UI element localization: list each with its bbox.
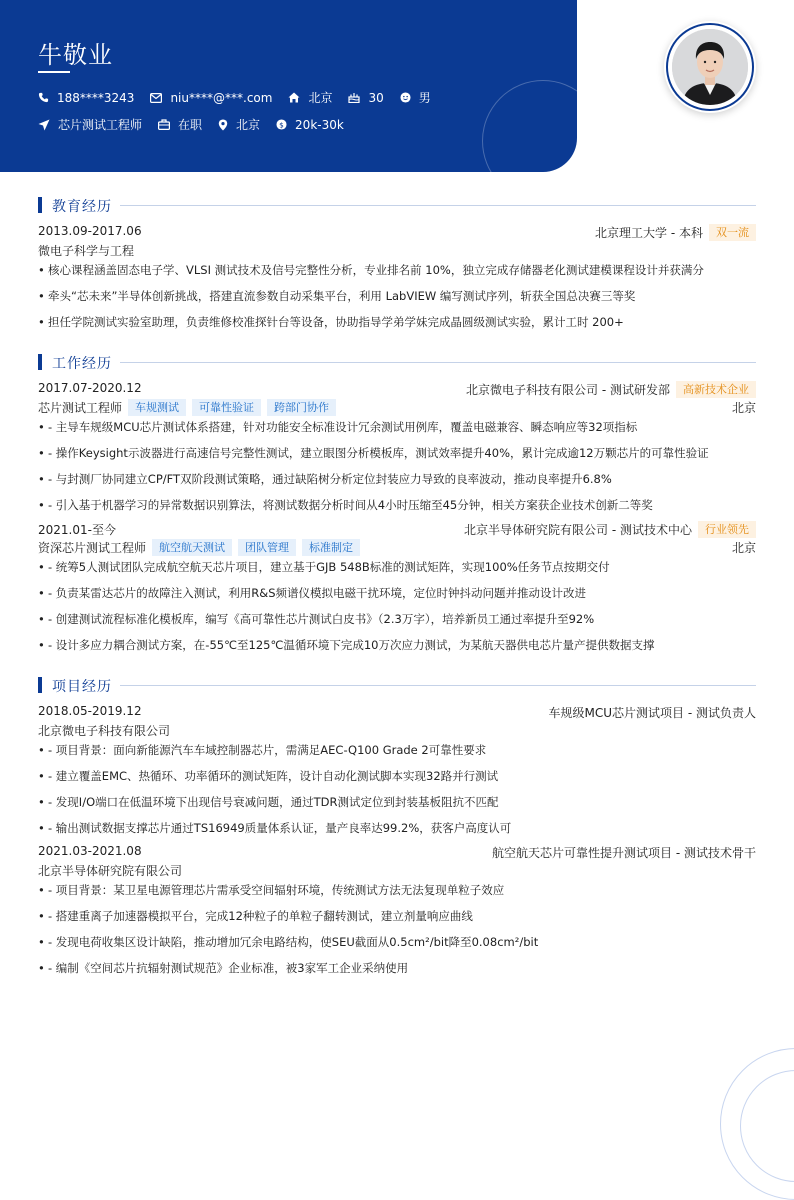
email-icon <box>150 93 162 103</box>
email-info <box>150 91 272 105</box>
phone-icon <box>38 92 49 103</box>
skill-tag: 团队管理 <box>238 539 296 556</box>
phone-text: 188****3243 <box>57 90 135 105</box>
contact-row <box>38 89 447 106</box>
list-item: • - 建立覆盖EMC、热循环、功率循环的测试矩阵，设计自动化测试脚本实现32路并行测试 <box>38 769 499 783</box>
project-name-role: 车规级MCU芯片测试项目 - 测试负责人 <box>548 706 756 720</box>
education-row <box>38 224 756 242</box>
section-divider <box>120 685 756 686</box>
section-title: 教育经历 <box>52 199 112 215</box>
smiley-icon <box>400 92 411 103</box>
phone-info <box>38 91 134 105</box>
list-item: • - 项目背景：面向新能源汽车车域控制器芯片，需满足AEC-Q100 Grade 2可靠性要求 <box>38 743 487 757</box>
education-major-row <box>38 242 756 260</box>
work-badge: 行业领先 <box>698 521 756 538</box>
list-item: • 担任学院测试实验室助理，负责维修校准探针台等设备，协助指导学弟学妹完成晶圆级测试实验，累计工时 200+ <box>38 315 624 329</box>
education-section-header <box>38 196 756 214</box>
work-city: 北京 <box>731 401 756 415</box>
work-badge: 高新技术企业 <box>676 381 756 398</box>
list-item: • - 负责某雷达芯片的故障注入测试，利用R&S频谱仪模拟电磁干扰环境，定位时钟抖动问题并推动设计改进 <box>38 586 587 600</box>
send-icon <box>38 119 50 131</box>
gender-text: 男 <box>418 91 431 105</box>
avatar-photo <box>672 29 748 105</box>
work-period: 2021.01-至今 <box>38 523 116 537</box>
skill-tag: 航空航天测试 <box>152 539 232 556</box>
location-text: 北京 <box>308 91 333 105</box>
list-item: • - 发现电荷收集区设计缺陷，推动增加冗余电路结构，使SEU截面从0.5cm²/bit降至0.08cm²/bit <box>38 935 539 949</box>
project-period: 2021.03-2021.08 <box>38 844 142 858</box>
section-divider <box>120 205 756 206</box>
skill-tag: 可靠性验证 <box>192 399 261 416</box>
work-city: 北京 <box>731 541 756 555</box>
section-marker <box>38 677 42 693</box>
project-1-header-row <box>38 704 756 722</box>
list-item: • - 操作Keysight示波器进行高速信号完整性测试，建立眼图分析模板库，测试效率提升40%，累计完成逾12万颗芯片的可靠性验证 <box>38 446 709 460</box>
target-job-info <box>38 116 142 133</box>
decorative-circle <box>482 80 577 172</box>
list-item: • - 搭建重离子加速器模拟平台，完成12种粒子的单粒子翻转测试，建立剂量响应曲线 <box>38 909 473 923</box>
svg-text:$: $ <box>279 120 284 130</box>
salary-info <box>276 118 344 132</box>
money-icon <box>276 119 287 130</box>
avatar-ring <box>666 23 754 111</box>
target-city-info <box>218 116 260 133</box>
section-divider <box>120 362 756 363</box>
name-underline <box>38 71 70 73</box>
work-1-role-row <box>38 399 756 417</box>
gender-info <box>400 89 431 106</box>
age-text: 30 <box>368 90 384 105</box>
job-intent-row <box>38 116 360 133</box>
education-school: 北京理工大学 - 本科 <box>595 226 703 240</box>
avatar <box>664 21 756 113</box>
status-text: 在职 <box>178 118 203 132</box>
section-title: 项目经历 <box>52 679 112 695</box>
project-period: 2018.05-2019.12 <box>38 704 142 718</box>
skill-tag: 跨部门协作 <box>267 399 336 416</box>
education-major: 微电子科学与工程 <box>38 244 135 258</box>
list-item: • - 输出测试数据支撑芯片通过TS16949质量体系认证，量产良率达99.2%，获客户高度认可 <box>38 821 512 835</box>
list-item: • - 发现I/O端口在低温环境下出现信号衰减问题，通过TDR测试定位到封装基板阻抗不匹配 <box>38 795 499 809</box>
status-info <box>158 116 202 133</box>
list-item: • 核心课程涵盖固态电子学、VLSI 测试技术及信号完整性分析，专业排名前 10%，独立完成存储器老化测试建模课程设计并获满分 <box>38 263 704 277</box>
section-marker <box>38 354 42 370</box>
target-city-text: 北京 <box>236 118 261 132</box>
location-info <box>288 89 332 106</box>
project-section-header <box>38 676 756 694</box>
map-pin-icon <box>218 119 228 131</box>
list-item: • - 引入基于机器学习的异常数据识别算法，将测试数据分析时间从4小时压缩至45分钟，相关方案获企业技术创新二等奖 <box>38 498 653 512</box>
project-name-role: 航空航天芯片可靠性提升测试项目 - 测试技术骨干 <box>492 846 756 860</box>
header-banner <box>0 0 577 172</box>
skill-tag: 车规测试 <box>128 399 186 416</box>
candidate-name: 牛敬业 <box>38 41 113 69</box>
section-title: 工作经历 <box>52 356 112 372</box>
project-2-header-row <box>38 844 756 862</box>
skill-tag: 标准制定 <box>302 539 360 556</box>
cake-icon <box>348 92 360 103</box>
work-company: 北京微电子科技有限公司 - 测试研发部 <box>466 383 670 397</box>
work-2-role-row <box>38 539 756 557</box>
work-1-header-row <box>38 381 756 399</box>
work-period: 2017.07-2020.12 <box>38 381 142 395</box>
list-item: • - 项目背景：某卫星电源管理芯片需承受空间辐射环境，传统测试方法无法复现单粒子效应 <box>38 883 505 897</box>
project-org: 北京微电子科技有限公司 <box>38 724 171 738</box>
project-1-org-row <box>38 722 756 740</box>
salary-text: 20k-30k <box>295 117 344 132</box>
portrait-image <box>672 29 748 105</box>
list-item: • - 统筹5人测试团队完成航空航天芯片项目，建立基于GJB 548B标准的测试矩阵，实现100%任务节点按期交付 <box>38 560 610 574</box>
list-item: • - 主导车规级MCU芯片测试体系搭建，针对功能安全标准设计冗余测试用例库，覆盖电磁兼容、瞬态响应等32项指标 <box>38 420 638 434</box>
list-item: • - 设计多应力耦合测试方案，在-55℃至125℃温循环境下完成10万次应力测试，为某航天器供电芯片量产提供数据支撑 <box>38 638 655 652</box>
work-2-header-row <box>38 521 756 539</box>
education-badge: 双一流 <box>709 224 756 241</box>
list-item: • - 创建测试流程标准化模板库，编写《高可靠性芯片测试白皮书》（2.3万字），培养新员工通过率提升至92% <box>38 612 595 626</box>
work-role: 资深芯片测试工程师 <box>38 541 147 555</box>
work-company: 北京半导体研究院有限公司 - 测试技术中心 <box>464 523 692 537</box>
project-2-org-row <box>38 862 756 880</box>
list-item: • - 与封测厂协同建立CP/FT双阶段测试策略，通过缺陷树分析定位封装应力导致的良率波动，推动良率提升6.8% <box>38 472 612 486</box>
section-marker <box>38 197 42 213</box>
briefcase-icon <box>158 119 170 130</box>
target-job-text: 芯片测试工程师 <box>58 118 143 132</box>
home-icon <box>288 92 300 103</box>
list-item: • - 编制《空间芯片抗辐射测试规范》企业标准，被3家军工企业采纳使用 <box>38 961 409 975</box>
age-info <box>348 91 383 105</box>
education-period: 2013.09-2017.06 <box>38 224 142 238</box>
project-org: 北京半导体研究院有限公司 <box>38 864 183 878</box>
email-text: niu****@***.com <box>170 90 273 105</box>
work-role: 芯片测试工程师 <box>38 401 123 415</box>
list-item: • 牵头“芯未来”半导体创新挑战，搭建直流参数自动采集平台，利用 LabVIEW 编写测试序列，斩获全国总决赛三等奖 <box>38 289 636 303</box>
work-section-header <box>38 353 756 371</box>
